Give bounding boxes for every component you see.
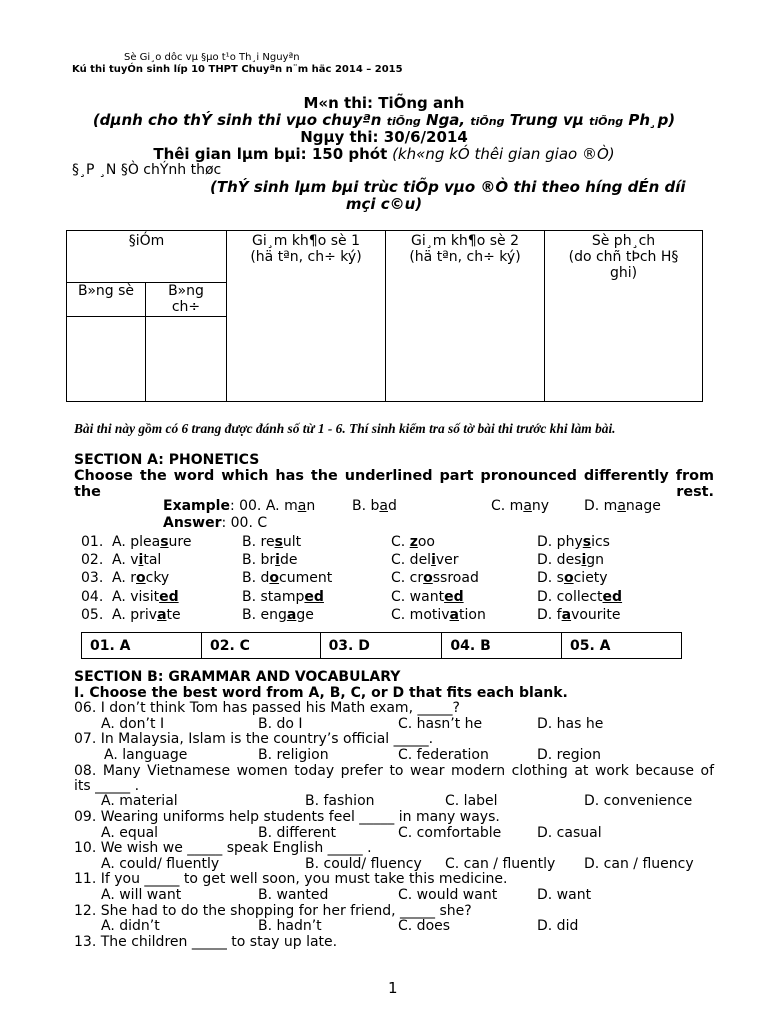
example-answer: Answer: 00. C [163, 515, 268, 531]
option: C. can / fluently [445, 856, 556, 872]
option: C. label [445, 793, 498, 809]
answer-cell: 04. B [442, 633, 562, 659]
question-06: 06. I don’t think Tom has passed his Math exam, _____? [74, 700, 460, 716]
phonetics-option: A. visited [112, 589, 179, 605]
subject-for-line: (dµnh cho thÝ sinh thi vµo chuyªn tiÕng Nga, tiÕng Trung vµ tiÕng Ph¸p) [92, 111, 676, 129]
option: B. wanted [258, 887, 329, 903]
phonetics-option: C. crossroad [391, 570, 479, 586]
option: B. do I [258, 716, 303, 732]
section-b-title: SECTION B: GRAMMAR AND VOCABULARY [74, 669, 401, 685]
option: A. language [104, 747, 188, 763]
option: B. fashion [305, 793, 375, 809]
phonetics-question-number: 03. [81, 570, 104, 586]
phonetics-question-number: 02. [81, 552, 104, 568]
option: C. comfortable [398, 825, 502, 841]
instruction-line-2: mçi c©u) [345, 195, 423, 213]
phonetics-option: D. collected [537, 589, 623, 605]
exam-code-cell: Sè ph¸ch (do chñ tÞch H§ ghi) [545, 231, 703, 402]
option: C. would want [398, 887, 498, 903]
department-line: Sè Gi¸o dôc vµ §µo t¹o Th¸i Nguyªn [124, 52, 300, 63]
option: A. equal [101, 825, 159, 841]
phonetics-option: D. physics [537, 534, 610, 550]
question-12: 12. She had to do the shopping for her friend, _____ she? [74, 903, 472, 919]
examiner-2-cell: Gi¸m kh¶o sè 2 (hä tªn, ch÷ ký) [386, 231, 545, 402]
grading-table [66, 230, 703, 402]
example-row: Example: 00. A. man [163, 498, 316, 514]
examiner-1-cell: Gi¸m kh¶o sè 1 (hä tªn, ch÷ ký) [227, 231, 386, 402]
score-in-numbers-cell [67, 317, 146, 402]
option: D. casual [537, 825, 602, 841]
option: C. federation [398, 747, 489, 763]
option: A. material [101, 793, 178, 809]
answer-cell: 03. D [320, 633, 442, 659]
instruction-line-1: (ThÝ sinh lµm bµi trùc tiÕp vµo ®Ò thi theo híng dÉn díi [210, 178, 686, 196]
example-option-d: D. manage [584, 498, 661, 514]
phonetics-question-number: 05. [81, 607, 104, 623]
option: D. can / fluency [584, 856, 694, 872]
phonetics-option: C. zoo [391, 534, 435, 550]
score-in-words-header: B»ng ch÷ [146, 283, 227, 317]
option: D. want [537, 887, 592, 903]
section-a-instruction: Choose the word which has the underlined part pronounced differently from the rest. [74, 468, 714, 500]
question-10: 10. We wish we _____ speak English _____ . [74, 840, 372, 856]
question-11: 11. If you _____ to get well soon, you must take this medicine. [74, 871, 508, 887]
question-09: 09. Wearing uniforms help students feel _____ in many ways. [74, 809, 500, 825]
option: D. convenience [584, 793, 693, 809]
question-07: 07. In Malaysia, Islam is the country’s official _____. [74, 731, 434, 747]
section-b-instruction: I. Choose the best word from A, B, C, or D that fits each blank. [74, 685, 568, 701]
option: A. didn’t [101, 918, 160, 934]
question-08: 08. Many Vietnamese women today prefer to wear modern clothing at work because of [74, 763, 714, 779]
phonetics-option: C. motivation [391, 607, 486, 623]
phonetics-option: D. favourite [537, 607, 621, 623]
phonetics-option: D. society [537, 570, 608, 586]
exam-line: Kú thi tuyÓn sinh líp 10 THPT Chuyªn n¨m häc 2014 – 2015 [72, 64, 403, 75]
phonetics-option: A. vital [112, 552, 162, 568]
option: B. religion [258, 747, 329, 763]
answer-cell: 01. A [82, 633, 202, 659]
option: A. don’t I [101, 716, 165, 732]
question-13: 13. The children _____ to stay up late. [74, 934, 338, 950]
exam-date: Ngµy thi: 30/6/2014 [300, 128, 468, 146]
option: D. region [537, 747, 601, 763]
phonetics-answer-key [81, 632, 682, 659]
phonetics-option: D. design [537, 552, 605, 568]
score-in-numbers-header: B»ng sè [67, 283, 146, 317]
phonetics-option: B. bride [242, 552, 298, 568]
example-option-b: B. bad [352, 498, 397, 514]
section-a-title: SECTION A: PHONETICS [74, 452, 260, 468]
option: A. could/ fluently [101, 856, 220, 872]
score-header: §iÓm [67, 231, 227, 283]
option: C. hasn’t he [398, 716, 483, 732]
score-in-words-cell [146, 317, 227, 402]
option: D. did [537, 918, 579, 934]
phonetics-option: B. result [242, 534, 302, 550]
official-answer-label: §¸P ¸N §Ò chÝnh thøc [72, 162, 222, 178]
phonetics-option: C. wanted [391, 589, 464, 605]
question-08-cont: its _____ . [74, 778, 140, 794]
phonetics-option: A. pleasure [112, 534, 192, 550]
option: B. could/ fluency [305, 856, 422, 872]
answer-cell: 05. A [562, 633, 682, 659]
phonetics-option: B. document [242, 570, 333, 586]
phonetics-option: A. rocky [112, 570, 170, 586]
phonetics-option: A. private [112, 607, 181, 623]
answer-cell: 02. C [201, 633, 320, 659]
phonetics-option: C. deliver [391, 552, 459, 568]
option: C. does [398, 918, 451, 934]
phonetics-question-number: 04. [81, 589, 104, 605]
phonetics-option: B. engage [242, 607, 314, 623]
option: D. has he [537, 716, 604, 732]
phonetics-question-number: 01. [81, 534, 104, 550]
page-count-notice: Bài thi này gồm có 6 trang được đánh số từ 1 - 6. Thí sinh kiểm tra số tờ bài thi trước khi làm bài. [74, 421, 616, 436]
exam-duration: Thêi gian lµm bµi: 150 phót (kh«ng kÓ thêi gian giao ®Ò) [153, 145, 615, 163]
subject-title: M«n thi: TiÕng anh [303, 94, 465, 112]
phonetics-option: B. stamped [242, 589, 324, 605]
example-option-c: C. many [491, 498, 550, 514]
option: B. different [258, 825, 336, 841]
page-number: 1 [388, 979, 398, 997]
option: B. hadn’t [258, 918, 322, 934]
option: A. will want [101, 887, 182, 903]
